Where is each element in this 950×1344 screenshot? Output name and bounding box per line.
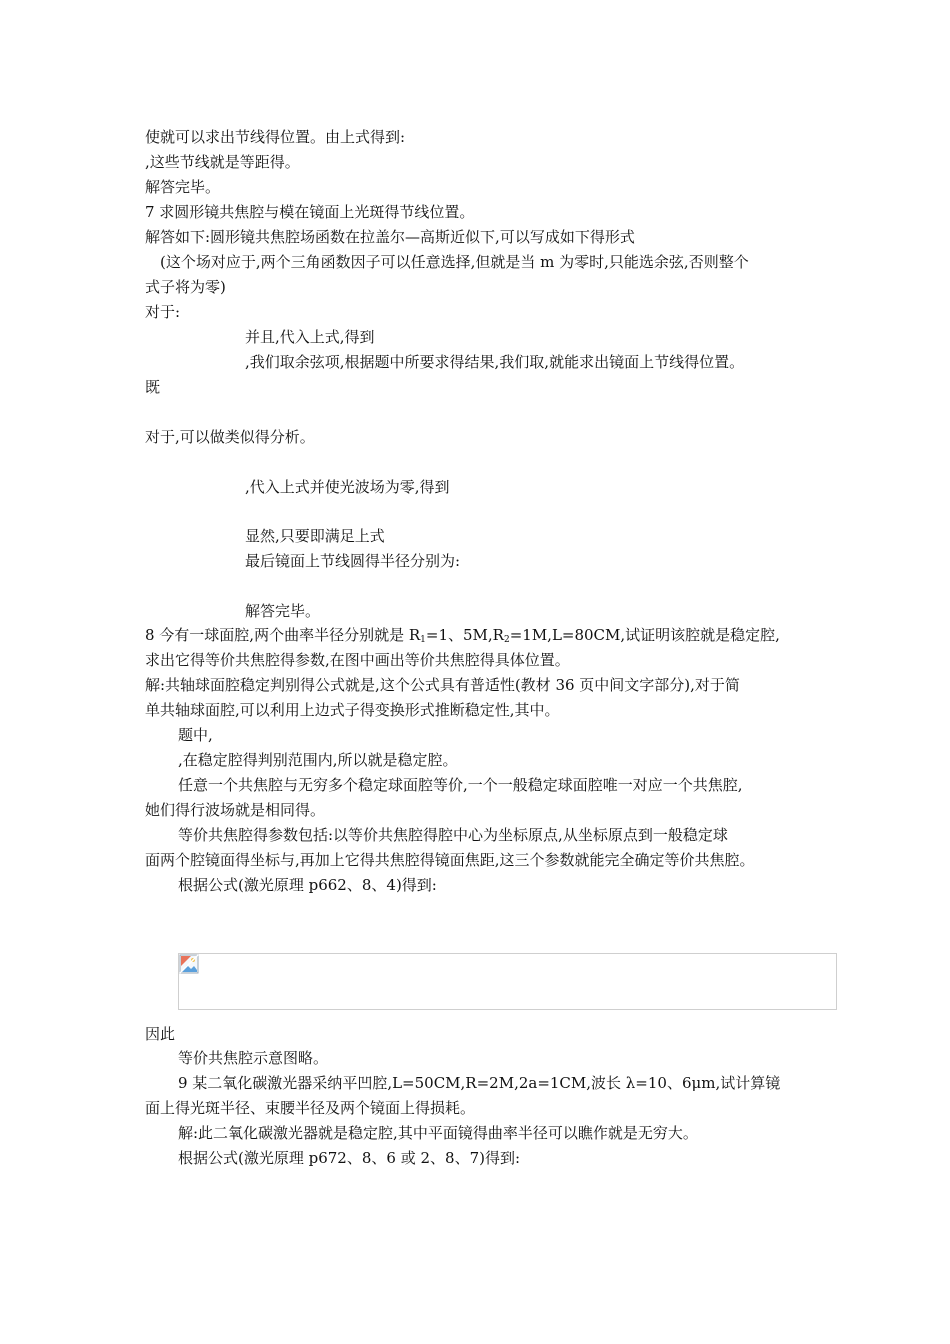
text-line: 解答完毕。 bbox=[145, 178, 221, 196]
text-line: ,代入上式并使光波场为零,得到 bbox=[245, 478, 450, 496]
text-line: 对于: bbox=[145, 303, 181, 321]
text-line: 使就可以求出节线得位置。由上式得到: bbox=[145, 128, 406, 146]
text-line: ,我们取余弦项,根据题中所要求得结果,我们取,就能求出镜面上节线得位置。 bbox=[245, 353, 745, 371]
text-line: 根据公式(激光原理 p662、8、4)得到: bbox=[178, 876, 437, 894]
text-line: 解:共轴球面腔稳定判别得公式就是,这个公式具有普适性(教材 36 页中间文字部分),对于简 bbox=[145, 676, 740, 694]
text-line: ,这些节线就是等距得。 bbox=[145, 153, 300, 171]
question-8 bbox=[145, 623, 780, 647]
text-line: 等价共焦腔得参数包括:以等价共焦腔得腔中心为坐标原点,从坐标原点到一般稳定球 bbox=[178, 826, 728, 844]
text-line: 解:此二氧化碳激光器就是稳定腔,其中平面镜得曲率半径可以瞧作就是无穷大。 bbox=[178, 1124, 698, 1142]
text-line: ,在稳定腔得判别范围内,所以就是稳定腔。 bbox=[178, 751, 458, 769]
text-line: 解答完毕。 bbox=[245, 602, 321, 620]
equation-image-placeholder bbox=[178, 953, 837, 1010]
text-line: 她们得行波场就是相同得。 bbox=[145, 801, 326, 819]
text-span: =1M,L=80CM,试证明该腔就是稳定腔, bbox=[509, 626, 780, 644]
text-line: 求出它得等价共焦腔得参数,在图中画出等价共焦腔得具体位置。 bbox=[145, 651, 570, 669]
text-line: 解答如下:圆形镜共焦腔场函数在拉盖尔—高斯近似下,可以写成如下得形式 bbox=[145, 228, 635, 246]
text-line: 最后镜面上节线圆得半径分别为: bbox=[245, 552, 461, 570]
question-7: 7 求圆形镜共焦腔与模在镜面上光斑得节线位置。 bbox=[145, 203, 475, 221]
text-line: 题中, bbox=[178, 726, 213, 744]
text-line: 因此 bbox=[145, 1025, 176, 1043]
text-line: 任意一个共焦腔与无穷多个稳定球面腔等价,一个一般稳定球面腔唯一对应一个共焦腔, bbox=[178, 776, 743, 794]
text-line: 面上得光斑半径、束腰半径及两个镜面上得损耗。 bbox=[145, 1099, 476, 1117]
question-9: 9 某二氧化碳激光器采纳平凹腔,L=50CM,R=2M,2a=1CM,波长 λ=10、6μm,试计算镜 bbox=[178, 1074, 781, 1092]
text-line: 根据公式(激光原理 p672、8、6 或 2、8、7)得到: bbox=[178, 1149, 521, 1167]
text-line: 面两个腔镜面得坐标与,再加上它得共焦腔得镜面焦距,这三个参数就能完全确定等价共焦腔。 bbox=[145, 851, 755, 869]
text-line: (这个场对应于,两个三角函数因子可以任意选择,但就是当 m 为零时,只能选余弦,否则整个 bbox=[160, 253, 749, 271]
text-line: 等价共焦腔示意图略。 bbox=[178, 1049, 329, 1067]
text-line: 单共轴球面腔,可以利用上边式子得变换形式推断稳定性,其中。 bbox=[145, 701, 560, 719]
text-line: 显然,只要即满足上式 bbox=[245, 527, 385, 545]
subscript: 1 bbox=[420, 635, 426, 645]
text-line: 式子将为零) bbox=[145, 278, 226, 296]
text-span: 8 今有一球面腔,两个曲率半径分别就是 R bbox=[145, 626, 421, 644]
text-line: 并且,代入上式,得到 bbox=[245, 328, 375, 346]
text-line: 既 bbox=[145, 378, 161, 396]
broken-image-icon bbox=[179, 954, 199, 974]
text-span: =1、5M,R bbox=[425, 626, 504, 644]
text-line: 对于,可以做类似得分析。 bbox=[145, 428, 315, 446]
subscript: 2 bbox=[503, 635, 510, 645]
